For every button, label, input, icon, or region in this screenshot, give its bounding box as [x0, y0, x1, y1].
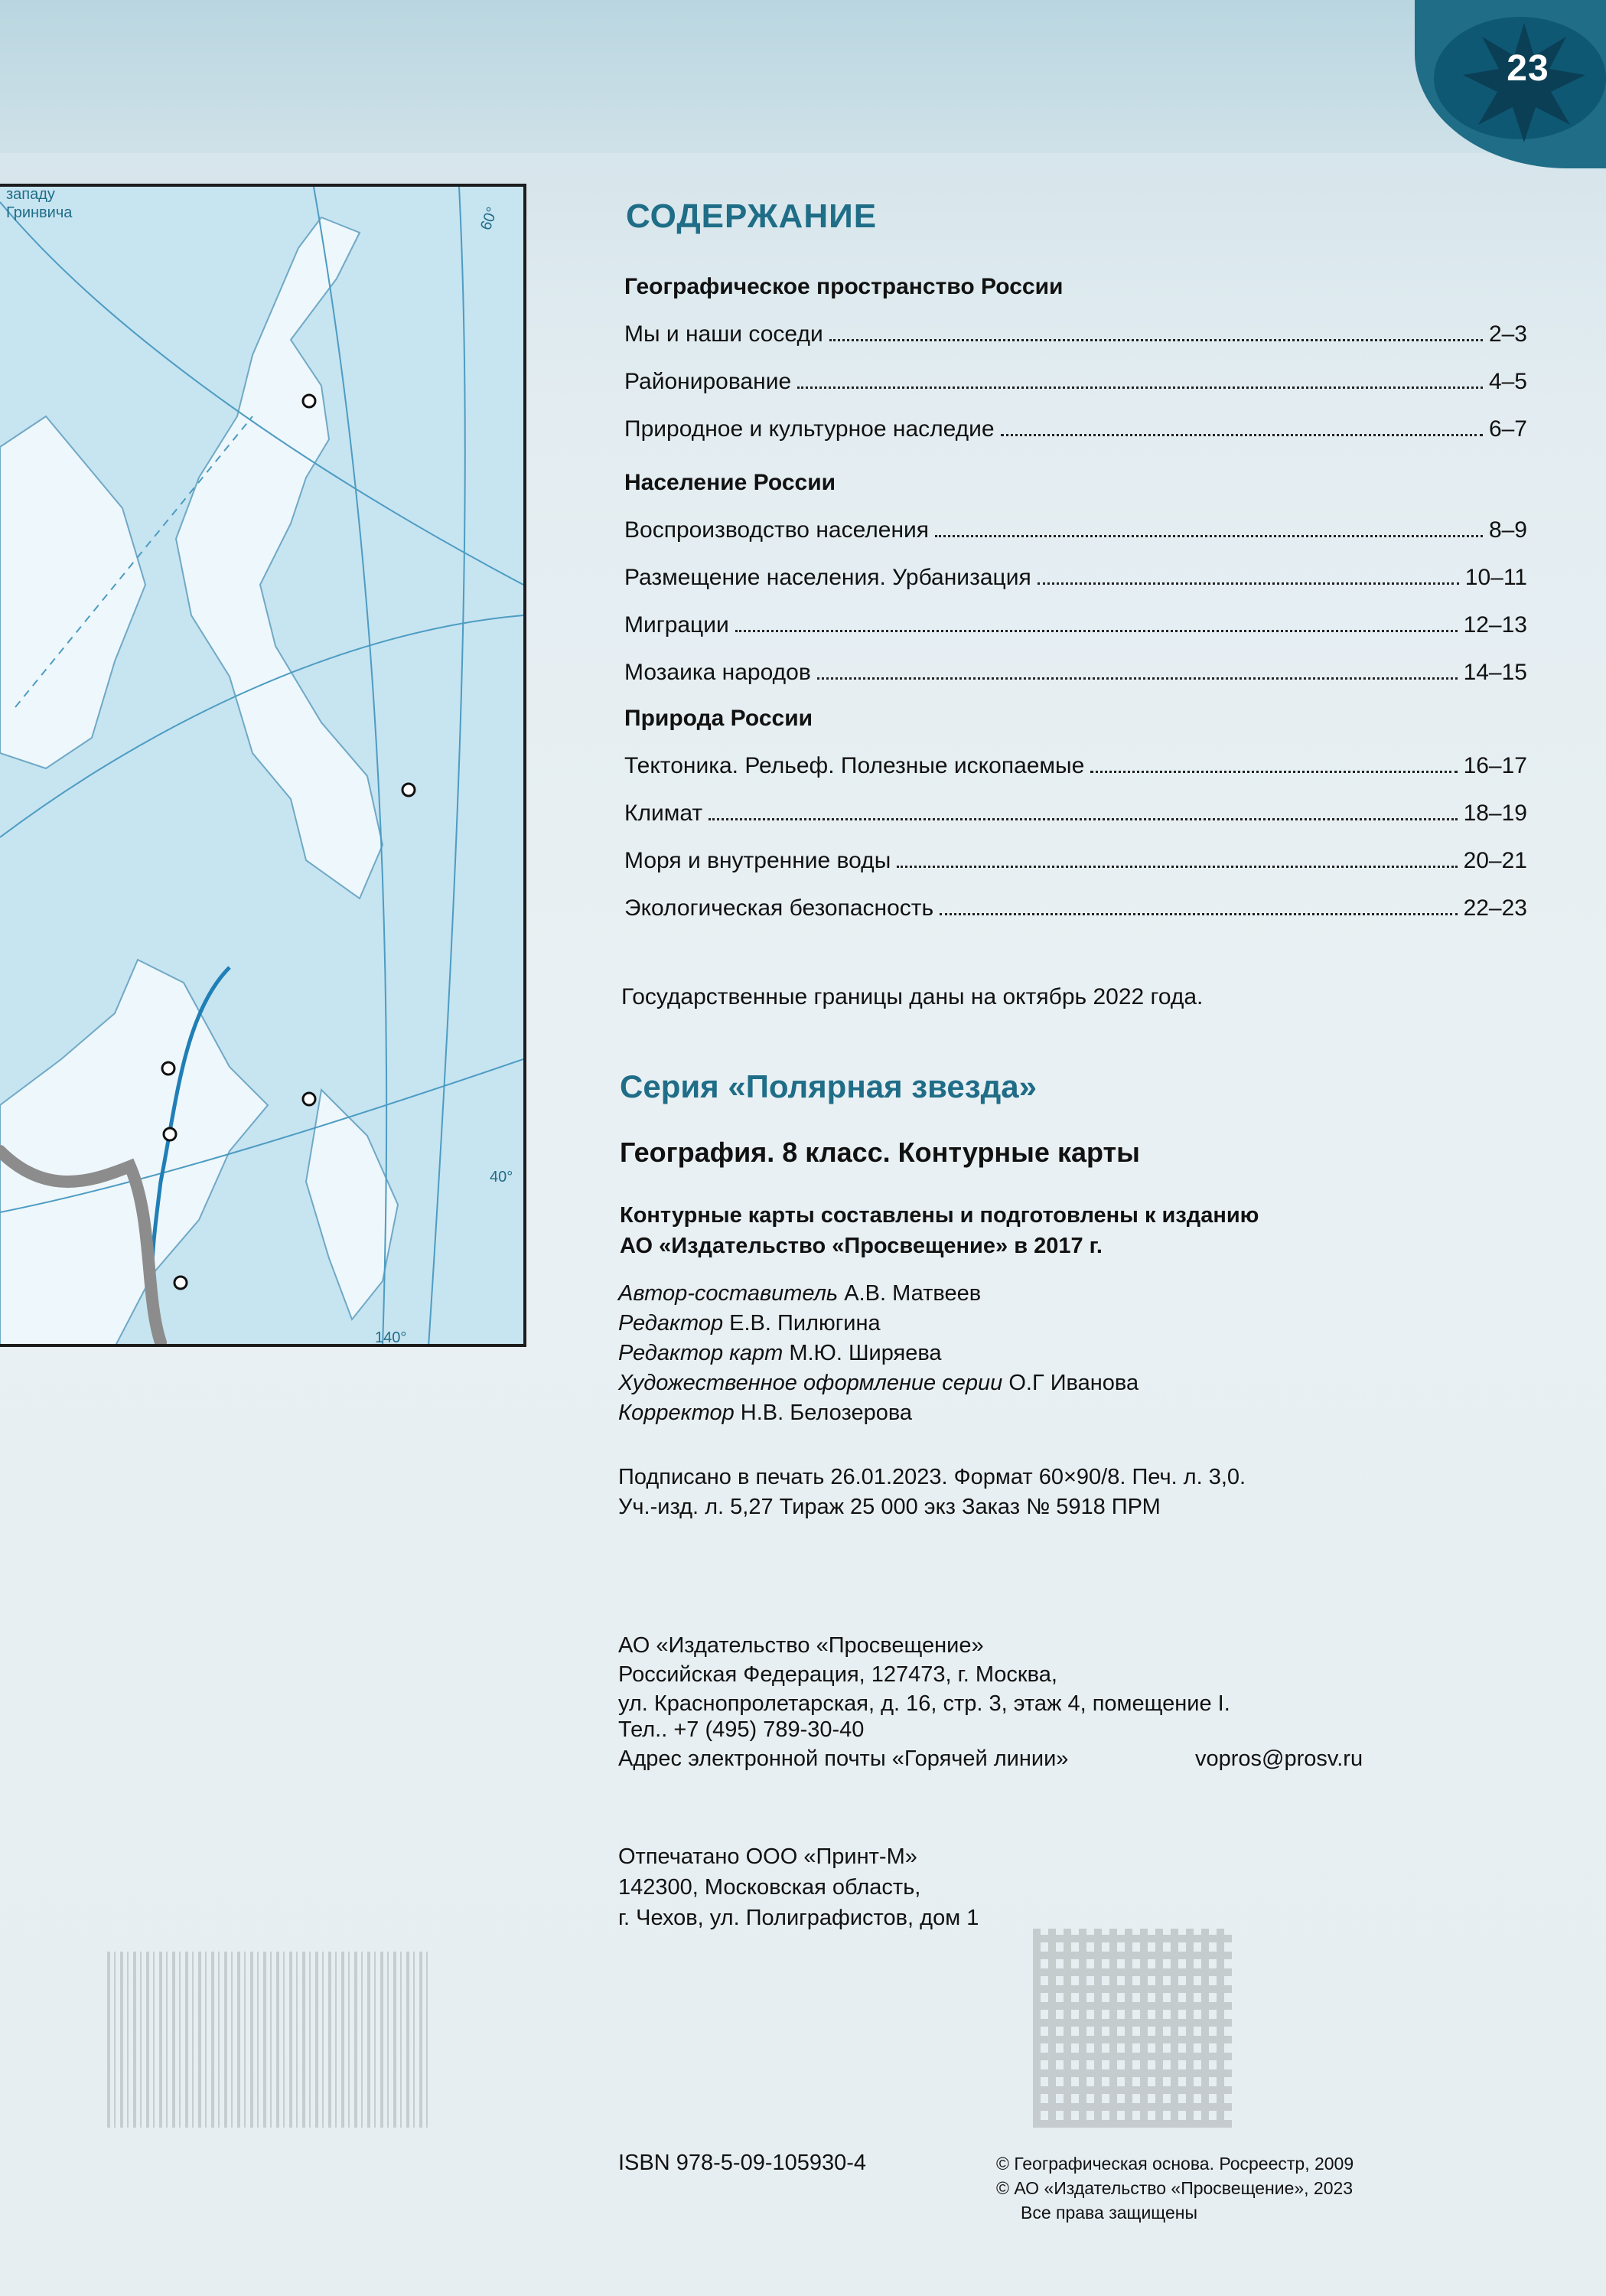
map-drawing [0, 187, 523, 1347]
contour-map [0, 184, 526, 1347]
rights-reserved: Все права защищены [1021, 2203, 1197, 2223]
toc-item-pages: 6–7 [1488, 416, 1527, 442]
toc-leader-dots [1090, 754, 1457, 773]
credit-role: Редактор [618, 1311, 724, 1336]
hotline-email[interactable]: vopros@prosv.ru [1195, 1746, 1363, 1771]
map-label-greenwich: Гринвича [6, 204, 73, 221]
credit-name: М.Ю. Ширяева [789, 1341, 942, 1365]
top-decor-band [0, 0, 1606, 153]
city-marker [174, 1277, 187, 1289]
toc-item-pages: 20–21 [1463, 848, 1527, 873]
toc-item-label: Природное и культурное наследие [624, 416, 995, 442]
toc-item-pages: 8–9 [1488, 517, 1527, 543]
toc-leader-dots [1001, 417, 1483, 436]
toc-item[interactable] [624, 416, 1527, 442]
qr-code-bleedthrough [1033, 1929, 1232, 2128]
toc-item-pages: 10–11 [1464, 565, 1527, 590]
toc-leader-dots [897, 849, 1457, 868]
city-marker [162, 1062, 174, 1075]
city-marker [303, 395, 315, 407]
toc-item-pages: 12–13 [1463, 612, 1527, 638]
printer-line1: Отпечатано ООО «Принт-М» [618, 1844, 917, 1869]
toc-item-pages: 16–17 [1463, 753, 1527, 778]
map-label-lat-40: 40° [490, 1169, 513, 1186]
credit-role: Автор-составитель [618, 1281, 839, 1306]
toc-item-label: Мы и наши соседи [624, 321, 823, 347]
toc-item[interactable] [624, 565, 1527, 591]
credit-role: Редактор карт [618, 1341, 783, 1365]
toc-leader-dots [735, 613, 1458, 632]
toc-item[interactable] [624, 612, 1527, 638]
toc-item[interactable] [624, 753, 1527, 779]
copyright-line2: © АО «Издательство «Просвещение», 2023 [996, 2178, 1354, 2198]
map-label-west: западу [6, 187, 55, 203]
toc-item-pages: 4–5 [1488, 369, 1527, 394]
toc-leader-dots [817, 660, 1458, 680]
copyright-line1: © Географическая основа. Росреестр, 2009 [996, 2154, 1354, 2174]
toc-item-pages: 2–3 [1488, 321, 1527, 347]
toc-item-label: Мозаика народов [624, 660, 811, 685]
toc-item[interactable] [624, 801, 1527, 827]
printer-line3: г. Чехов, ул. Полиграфистов, дом 1 [618, 1906, 979, 1930]
toc-item[interactable] [624, 321, 1527, 347]
credit-line [618, 1401, 912, 1426]
toc-item-label: Размещение населения. Урбанизация [624, 565, 1031, 590]
toc-leader-dots [940, 896, 1457, 915]
toc-leader-dots [709, 801, 1457, 820]
toc-leader-dots [829, 322, 1483, 341]
credit-role: Корректор [618, 1401, 735, 1425]
publisher-address-line1: Российская Федерация, 127473, г. Москва, [618, 1662, 1057, 1687]
toc-section-heading: Географическое пространство России [624, 274, 1064, 299]
map-label-lat-60: 60° [477, 204, 502, 233]
credit-line [618, 1371, 1139, 1396]
toc-item-label: Моря и внутренние воды [624, 848, 891, 873]
credit-line [618, 1281, 981, 1306]
toc-item[interactable] [624, 517, 1527, 543]
signed-line2: Уч.-изд. л. 5,27 Тираж 25 000 экз Заказ № 5918 ПРМ [618, 1495, 1161, 1519]
page-number: 23 [1507, 48, 1549, 89]
credit-name: Е.В. Пилюгина [729, 1311, 881, 1336]
toc-item-label: Районирование [624, 369, 792, 394]
publisher-address-line2: ул. Краснопролетарская, д. 16, стр. 3, этаж 4, помещение I. [618, 1691, 1230, 1716]
toc-item-pages: 18–19 [1463, 801, 1527, 826]
toc-item-label: Экологическая безопасность [624, 895, 934, 921]
toc-section-heading: Природа России [624, 706, 813, 731]
isbn: ISBN 978-5-09-105930-4 [618, 2151, 867, 2175]
toc-item-label: Климат [624, 801, 703, 826]
publisher-phone: Тел.. +7 (495) 789-30-40 [618, 1717, 865, 1742]
publisher-name: АО «Издательство «Просвещение» [618, 1633, 984, 1658]
prepared-note-line1: Контурные карты составлены и подготовлены к изданию [620, 1203, 1259, 1228]
book-title: География. 8 класс. Контурные карты [620, 1137, 1140, 1168]
toc-item[interactable] [624, 848, 1527, 874]
toc-item[interactable] [624, 369, 1527, 395]
credit-line [618, 1311, 881, 1336]
city-marker [303, 1093, 315, 1105]
toc-leader-dots [935, 518, 1483, 537]
barcode-bleedthrough [107, 1952, 428, 2128]
credit-name: Н.В. Белозерова [740, 1401, 913, 1425]
toc-title: СОДЕРЖАНИЕ [626, 197, 878, 235]
printer-line2: 142300, Московская область, [618, 1875, 921, 1900]
toc-item-label: Миграции [624, 612, 729, 638]
toc-leader-dots [797, 370, 1483, 389]
signed-line1: Подписано в печать 26.01.2023. Формат 60×90/8. Печ. л. 3,0. [618, 1465, 1246, 1489]
toc-item[interactable] [624, 895, 1527, 921]
toc-item[interactable] [624, 660, 1527, 686]
credit-line [618, 1341, 942, 1366]
toc-item-pages: 14–15 [1463, 660, 1527, 685]
credit-role: Художественное оформление серии [618, 1371, 1003, 1395]
borders-note: Государственные границы даны на октябрь 2022 года. [621, 984, 1204, 1009]
credit-name: А.В. Матвеев [844, 1281, 982, 1306]
toc-item-label: Тектоника. Рельеф. Полезные ископаемые [624, 753, 1085, 778]
prepared-note-line2: АО «Издательство «Просвещение» в 2017 г. [620, 1234, 1103, 1258]
credit-name: О.Г Иванова [1008, 1371, 1139, 1395]
toc-leader-dots [1038, 566, 1459, 585]
hotline-label: Адрес электронной почты «Горячей линии» [618, 1746, 1069, 1771]
map-label-lon-140: 140° [375, 1329, 407, 1346]
toc-section-heading: Население России [624, 470, 836, 495]
toc-item-label: Воспроизводство населения [624, 517, 930, 543]
series-title: Серия «Полярная звезда» [620, 1068, 1037, 1104]
toc-item-pages: 22–23 [1463, 895, 1527, 921]
city-marker [402, 784, 415, 796]
city-marker [164, 1128, 176, 1140]
